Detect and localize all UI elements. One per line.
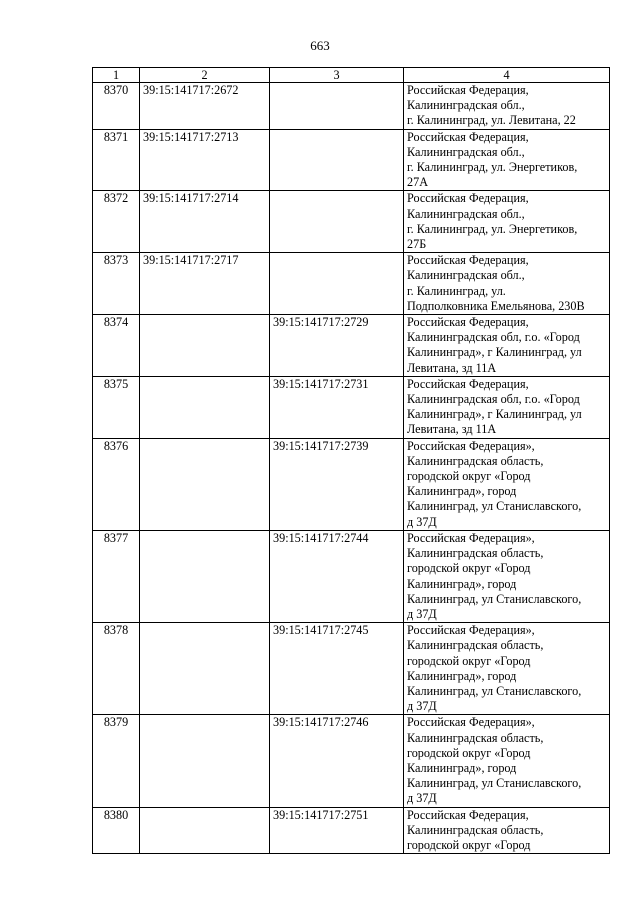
table-row (93, 438, 610, 530)
row-number-cell: 8377 (93, 530, 140, 622)
table-row (93, 376, 610, 438)
row-number-cell: 8372 (93, 191, 140, 253)
cadastral-number-cell (270, 83, 404, 130)
address-cell: Российская Федерация», Калининградская область, городской округ «Город Калининград», город Калининград, ул Станиславского, д 37Д (404, 715, 610, 807)
table-row (93, 530, 610, 622)
cadastral-number-cell (140, 376, 270, 438)
table-row (93, 807, 610, 854)
column-header-3: 3 (270, 68, 404, 83)
row-number-cell: 8373 (93, 253, 140, 315)
cadastral-number-cell: 39:15:141717:2744 (270, 530, 404, 622)
page-number: 663 (310, 38, 330, 53)
row-number-cell: 8371 (93, 129, 140, 191)
column-header-1: 1 (93, 68, 140, 83)
cadastral-number-cell (270, 191, 404, 253)
row-number-cell: 8375 (93, 376, 140, 438)
cadastral-number-cell: 39:15:141717:2729 (270, 315, 404, 377)
registry-table (92, 67, 610, 854)
table-body (93, 83, 610, 854)
address-cell: Российская Федерация, Калининградская обл., г. Калининград, ул. Энергетиков, 27А (404, 129, 610, 191)
column-header-2: 2 (140, 68, 270, 83)
table-row (93, 83, 610, 130)
address-cell: Российская Федерация, Калининградская обл., г. Калининград, ул. Энергетиков, 27Б (404, 191, 610, 253)
cadastral-number-cell: 39:15:141717:2714 (140, 191, 270, 253)
cadastral-number-cell (140, 807, 270, 854)
address-cell: Российская Федерация, Калининградская область, городской округ «Город (404, 807, 610, 854)
cadastral-number-cell (140, 715, 270, 807)
table-row (93, 191, 610, 253)
table-row (93, 315, 610, 377)
address-cell: Российская Федерация, Калининградская обл., г. Калининград, ул. Левитана, 22 (404, 83, 610, 130)
cadastral-number-cell: 39:15:141717:2713 (140, 129, 270, 191)
cadastral-number-cell (270, 129, 404, 191)
cadastral-number-cell (140, 530, 270, 622)
row-number-cell: 8380 (93, 807, 140, 854)
cadastral-number-cell: 39:15:141717:2745 (270, 623, 404, 715)
cadastral-number-cell: 39:15:141717:2739 (270, 438, 404, 530)
cadastral-number-cell (140, 315, 270, 377)
cadastral-number-cell: 39:15:141717:2717 (140, 253, 270, 315)
row-number-cell: 8376 (93, 438, 140, 530)
cadastral-number-cell: 39:15:141717:2746 (270, 715, 404, 807)
cadastral-number-cell: 39:15:141717:2672 (140, 83, 270, 130)
address-cell: Российская Федерация», Калининградская область, городской округ «Город Калининград», город Калининград, ул Станиславского, д 37Д (404, 438, 610, 530)
address-cell: Российская Федерация, Калининградская обл, г.о. «Город Калининград», г Калининград, ул Левитана, зд 11А (404, 315, 610, 377)
address-cell: Российская Федерация», Калининградская область, городской округ «Город Калининград», город Калининград, ул Станиславского, д 37Д (404, 530, 610, 622)
row-number-cell: 8374 (93, 315, 140, 377)
cadastral-number-cell (270, 253, 404, 315)
cadastral-number-cell (140, 438, 270, 530)
table-row (93, 715, 610, 807)
table-header-row (93, 68, 610, 83)
cadastral-number-cell: 39:15:141717:2731 (270, 376, 404, 438)
row-number-cell: 8370 (93, 83, 140, 130)
address-cell: Российская Федерация, Калининградская обл, г.о. «Город Калининград», г Калининград, ул Левитана, зд 11А (404, 376, 610, 438)
address-cell: Российская Федерация», Калининградская область, городской округ «Город Калининград», город Калининград, ул Станиславского, д 37Д (404, 623, 610, 715)
column-header-4: 4 (404, 68, 610, 83)
row-number-cell: 8379 (93, 715, 140, 807)
row-number-cell: 8378 (93, 623, 140, 715)
cadastral-number-cell (140, 623, 270, 715)
table-row (93, 253, 610, 315)
table-row (93, 129, 610, 191)
address-cell: Российская Федерация, Калининградская обл., г. Калининград, ул. Подполковника Емельянова, 230В (404, 253, 610, 315)
cadastral-number-cell: 39:15:141717:2751 (270, 807, 404, 854)
table-row (93, 623, 610, 715)
